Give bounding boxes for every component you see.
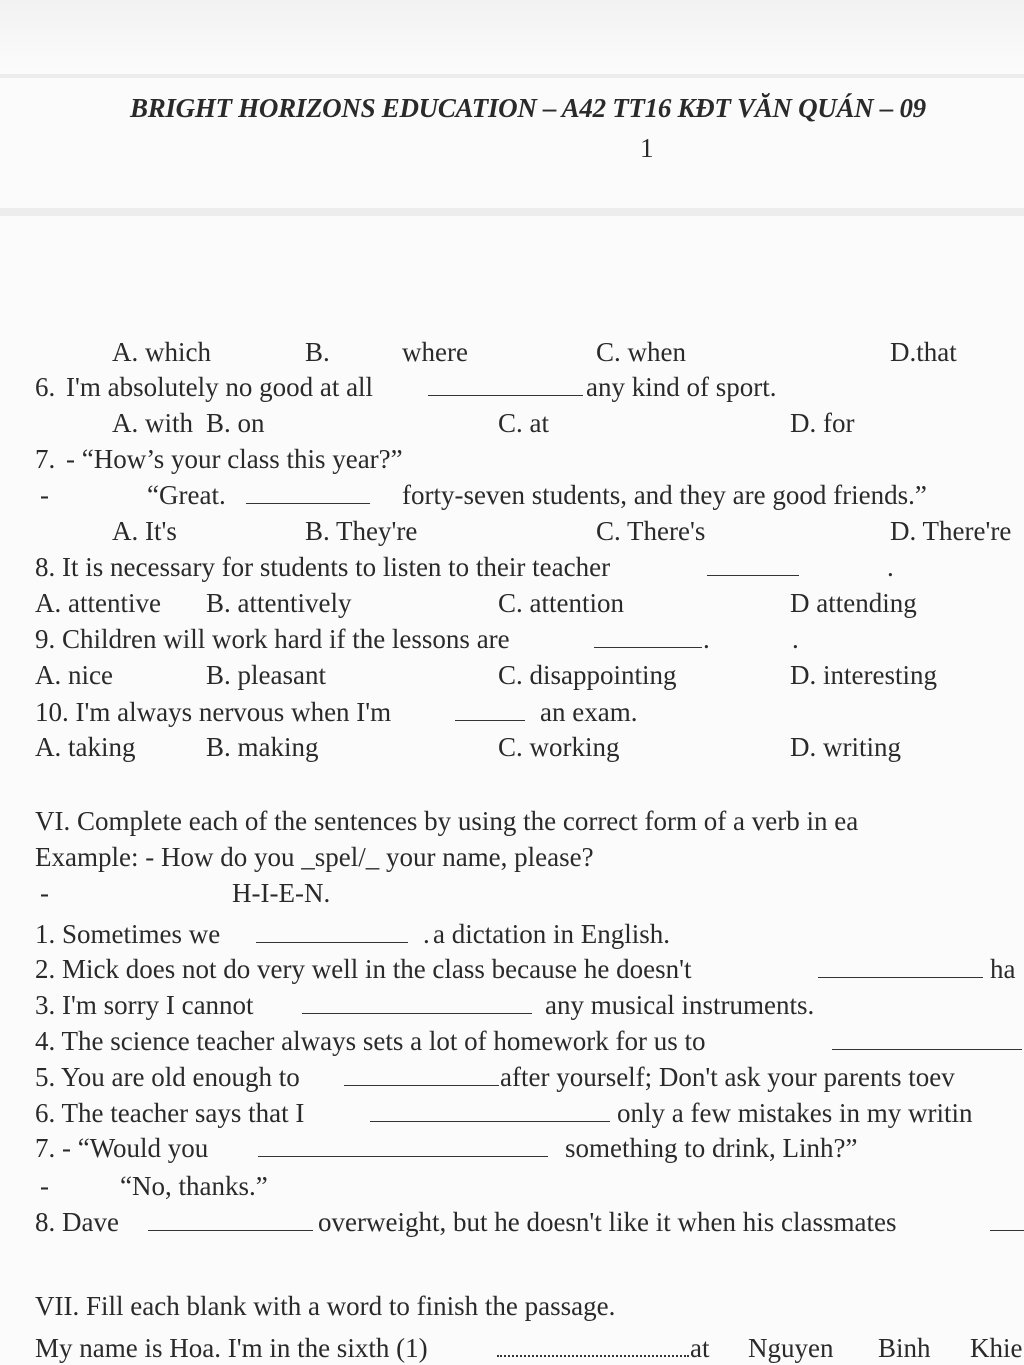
q7-dash: - bbox=[40, 480, 49, 510]
q8-end: . bbox=[887, 552, 894, 582]
q8-option-c: C. attention bbox=[498, 588, 624, 618]
s1-text: 1. Sometimes we bbox=[35, 919, 221, 949]
q5-option-d: D.that bbox=[890, 337, 957, 367]
s8-blank-end[interactable] bbox=[990, 1206, 1024, 1238]
passage-word-nguyen: Nguyen bbox=[748, 1333, 834, 1363]
page-header-title: BRIGHT HORIZONS EDUCATION – A42 TT16 KĐT VĂN QUÁN – 09 bbox=[130, 93, 926, 123]
s5-blank[interactable] bbox=[344, 1061, 499, 1093]
q5-option-b-word: where bbox=[402, 337, 468, 367]
s2-text-end: ha bbox=[990, 954, 1016, 984]
q6-option-d: D. for bbox=[790, 408, 855, 438]
q10-option-d: D. writing bbox=[790, 732, 901, 762]
s5-text: 5. You are old enough to bbox=[35, 1062, 300, 1092]
s1-text-end: a dictation in English. bbox=[433, 919, 670, 949]
q9-option-c: C. disappointing bbox=[498, 660, 677, 690]
s7-text: 7. - “Would you bbox=[35, 1133, 209, 1163]
q10-option-a: A. taking bbox=[35, 732, 136, 762]
s3-text-end: any musical instruments. bbox=[545, 990, 815, 1020]
q9-text: 9. Children will work hard if the lessons are bbox=[35, 624, 510, 654]
section-6-example-dash: - bbox=[40, 878, 49, 908]
q7-blank[interactable] bbox=[246, 479, 370, 511]
passage-blank-1[interactable] bbox=[497, 1332, 689, 1364]
q7-option-a: A. It's bbox=[112, 516, 177, 546]
q8-option-a: A. attentive bbox=[35, 588, 161, 618]
s7-dash: - bbox=[40, 1171, 49, 1201]
s7-reply: “No, thanks.” bbox=[120, 1171, 268, 1201]
q10-option-c: C. working bbox=[498, 732, 620, 762]
section-7-heading: VII. Fill each blank with a word to finish the passage. bbox=[35, 1291, 616, 1321]
q9-option-b: B. pleasant bbox=[206, 660, 326, 690]
q10-option-b: B. making bbox=[206, 732, 319, 762]
s3-blank[interactable] bbox=[302, 989, 532, 1021]
header-rule-top bbox=[0, 74, 1024, 78]
q9-option-a: A. nice bbox=[35, 660, 113, 690]
q6-text-end: any kind of sport. bbox=[586, 372, 777, 402]
q5-option-c: C. when bbox=[596, 337, 686, 367]
s6-blank[interactable] bbox=[370, 1097, 610, 1129]
s7-blank[interactable] bbox=[258, 1132, 548, 1164]
section-6-heading: VI. Complete each of the sentences by using the correct form of a verb in ea bbox=[35, 806, 859, 836]
q7-option-d: D. There're bbox=[890, 516, 1012, 546]
s8-blank[interactable] bbox=[148, 1206, 313, 1238]
q7-number: 7. bbox=[35, 444, 56, 474]
q8-option-b: B. attentively bbox=[206, 588, 352, 618]
q10-text-end: an exam. bbox=[540, 697, 638, 727]
q6-blank[interactable] bbox=[428, 371, 583, 403]
passage-word-khie: Khie bbox=[970, 1333, 1023, 1363]
q10-blank[interactable] bbox=[455, 696, 525, 728]
s3-text: 3. I'm sorry I cannot bbox=[35, 990, 254, 1020]
q6-option-a: A. with bbox=[112, 408, 193, 438]
q8-option-d: D attending bbox=[790, 588, 917, 618]
header-rule-bottom bbox=[0, 208, 1024, 216]
top-shade bbox=[0, 0, 1024, 70]
q6-option-b: B. on bbox=[206, 408, 265, 438]
q7-option-b: B. They're bbox=[305, 516, 418, 546]
section-6-example: Example: - How do you _spel/_ your name, please? bbox=[35, 842, 594, 872]
q9-stray-mark: . bbox=[792, 624, 799, 654]
s6-text-end: only a few mistakes in my writin bbox=[617, 1098, 973, 1128]
passage-at: at bbox=[690, 1333, 710, 1363]
passage-text: My name is Hoa. I'm in the sixth (1) bbox=[35, 1333, 428, 1363]
s8-text-end: overweight, but he doesn't like it when his classmates bbox=[318, 1207, 897, 1237]
s8-text: 8. Dave bbox=[35, 1207, 119, 1237]
s7-text-end: something to drink, Linh?” bbox=[565, 1133, 858, 1163]
section-6-example-answer: H-I-E-N. bbox=[232, 878, 331, 908]
s1-mark: . bbox=[423, 919, 430, 949]
q7-option-c: C. There's bbox=[596, 516, 706, 546]
q6-number: 6. bbox=[35, 372, 56, 402]
q9-end: . bbox=[703, 624, 710, 654]
q7-reply-start: “Great. bbox=[147, 480, 226, 510]
q8-text: 8. It is necessary for students to listen to their teacher bbox=[35, 552, 611, 582]
page-number: 1 bbox=[640, 133, 654, 163]
s5-text-end: after yourself; Don't ask your parents toev bbox=[500, 1062, 955, 1092]
q7-question: - “How’s your class this year?” bbox=[66, 444, 403, 474]
q7-reply-end: forty-seven students, and they are good friends.” bbox=[402, 480, 927, 510]
passage-word-binh: Binh bbox=[878, 1333, 931, 1363]
s1-blank[interactable] bbox=[256, 918, 408, 950]
q6-text: I'm absolutely no good at all bbox=[66, 372, 374, 402]
s4-blank[interactable] bbox=[832, 1025, 1022, 1057]
q8-blank[interactable] bbox=[707, 551, 799, 583]
q6-option-c: C. at bbox=[498, 408, 549, 438]
q5-option-b: B. bbox=[305, 337, 330, 367]
q9-blank[interactable] bbox=[594, 623, 702, 655]
s2-text: 2. Mick does not do very well in the class because he doesn't bbox=[35, 954, 692, 984]
q9-option-d: D. interesting bbox=[790, 660, 937, 690]
q10-text: 10. I'm always nervous when I'm bbox=[35, 697, 392, 727]
s4-text: 4. The science teacher always sets a lot of homework for us to bbox=[35, 1026, 706, 1056]
s6-text: 6. The teacher says that I bbox=[35, 1098, 305, 1128]
s2-blank[interactable] bbox=[818, 953, 983, 985]
q5-option-a: A. which bbox=[112, 337, 211, 367]
